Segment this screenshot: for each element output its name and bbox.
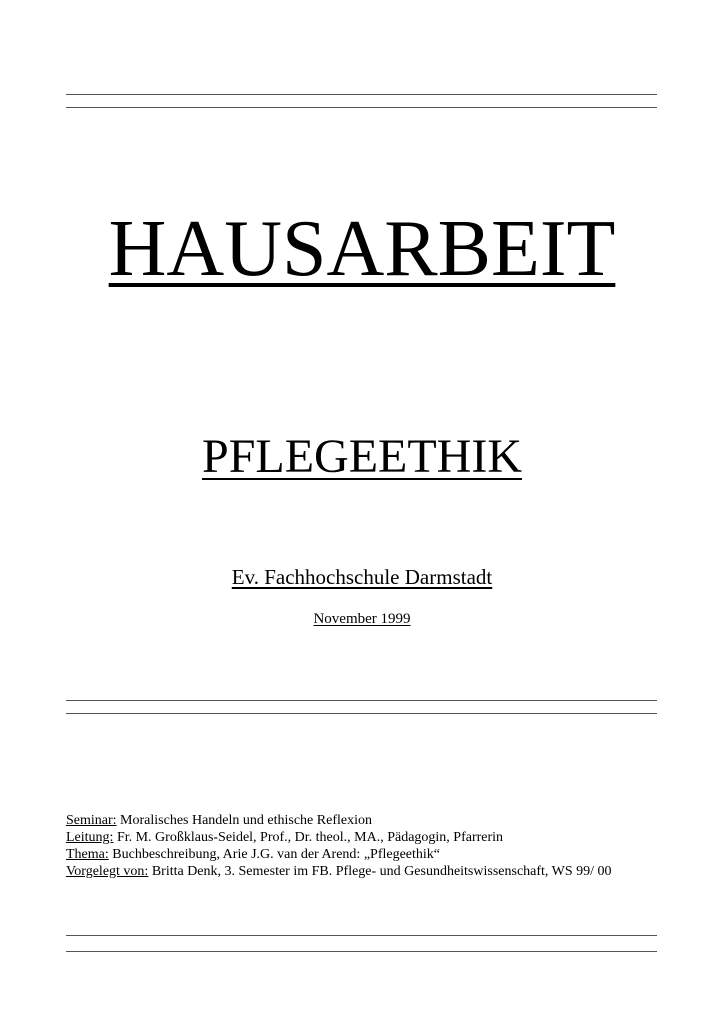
document-date: November 1999 <box>313 611 411 627</box>
detail-thema <box>66 846 686 863</box>
detail-label: Vorgelegt von: <box>66 864 149 879</box>
top-rule-2 <box>66 107 657 108</box>
detail-label: Leitung: <box>66 830 114 845</box>
detail-label: Seminar: <box>66 813 117 828</box>
detail-value: Fr. M. Großklaus-Seidel, Prof., Dr. theol., MA., Pädagogin, Pfarrerin <box>113 830 504 845</box>
detail-value: Britta Denk, 3. Semester im FB. Pflege- und Gesundheitswissenschaft, WS 99/ 00 <box>148 864 612 879</box>
detail-value: Buchbeschreibung, Arie J.G. van der Arend: „Pflegeethik“ <box>108 847 441 862</box>
document-subtitle: PFLEGEETHIK <box>202 430 522 483</box>
detail-value: Moralisches Handeln und ethische Reflexion <box>116 813 372 828</box>
details-block <box>66 812 686 880</box>
detail-vorgelegt <box>66 863 686 880</box>
bottom-rule-1 <box>66 935 657 936</box>
detail-leitung <box>66 829 686 846</box>
document-title: HAUSARBEIT <box>108 205 616 293</box>
detail-seminar <box>66 812 686 829</box>
top-rule-1 <box>66 94 657 95</box>
institution-name: Ev. Fachhochschule Darmstadt <box>231 565 493 589</box>
bottom-rule-2 <box>66 951 657 952</box>
detail-label: Thema: <box>66 847 109 862</box>
middle-rule-2 <box>66 713 657 714</box>
middle-rule-1 <box>66 700 657 701</box>
